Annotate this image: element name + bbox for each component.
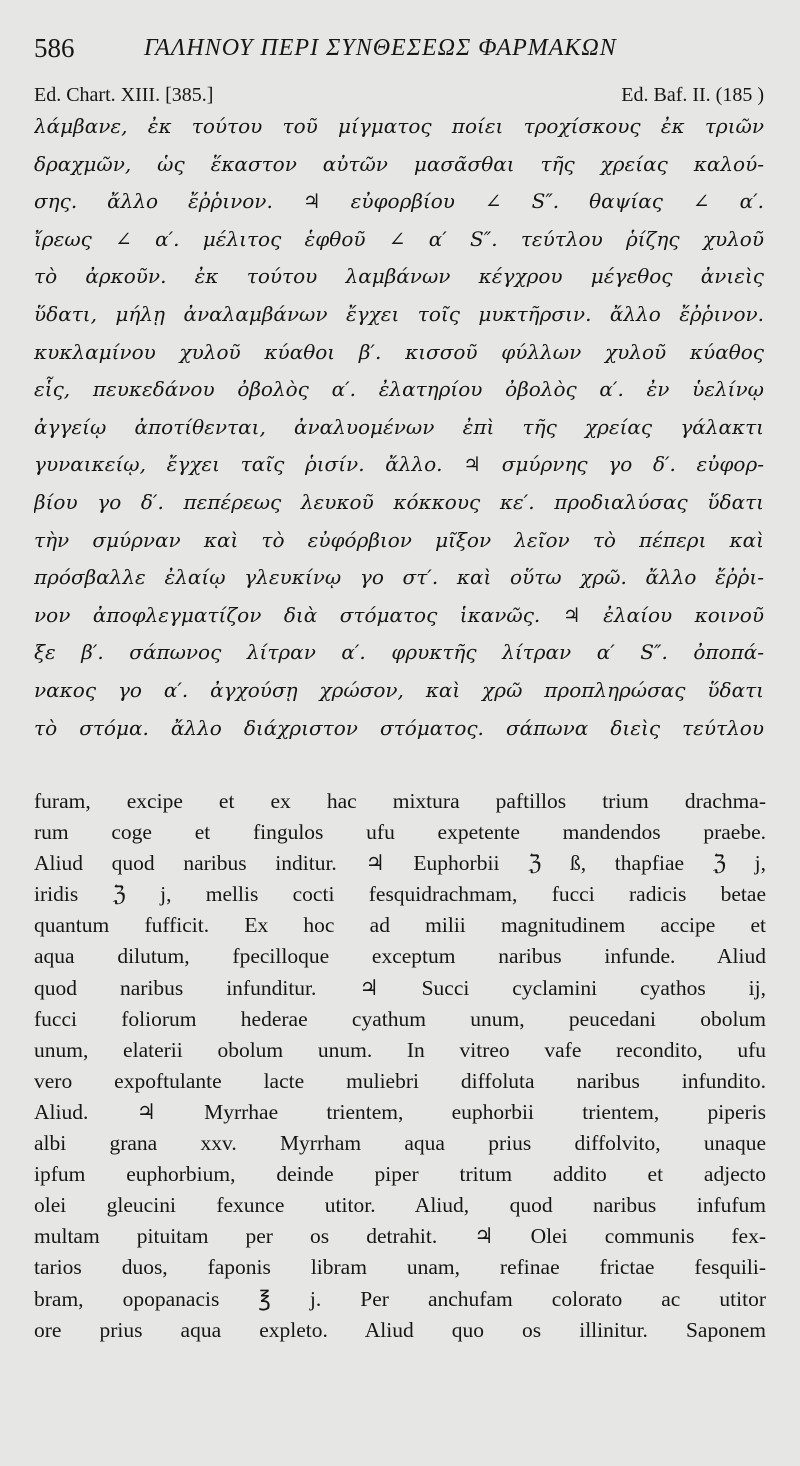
latin-text-block — [34, 786, 766, 1346]
greek-line: σης. ἄλλο ἔῤῥινον. ♃ εὐφορβίου ∠ S″. θαψίας ∠ α′. — [34, 189, 764, 214]
latin-line: rum coge et fingulos ufu expetente mandendos praebe. — [34, 820, 766, 845]
latin-line: vero expoftulante lacte muliebri diffoluta naribus infundito. — [34, 1068, 766, 1093]
greek-line: ἀγγείῳ ἀποτίθενται, ἀναλυομένων ἐπὶ τῆς χρείας γάλακτι — [34, 414, 764, 439]
latin-line: quantum fufficit. Ex hoc ad milii magnitudinem accipe et — [34, 913, 766, 938]
greek-line: δραχμῶν, ὡς ἕκαστον αὐτῶν μασᾶσθαι τῆς χρείας καλού- — [34, 151, 764, 176]
greek-line: λάμβανε, ἐκ τούτου τοῦ μίγματος ποίει τροχίσκους ἐκ τριῶν — [34, 114, 764, 138]
latin-line: aqua dilutum, fpecilloque exceptum naribus infunde. Aliud — [34, 944, 766, 969]
latin-line: furam, excipe et ex hac mixtura paftillos trium drachma- — [34, 789, 766, 813]
greek-line: ἴρεως ∠ α′. μέλιτος ἑφθοῦ ∠ α′ S″. τεύτλου ῥίζης χυλοῦ — [34, 226, 764, 251]
greek-line: βίου γο δ′. πεπέρεως λευκοῦ κόκκους κε′. προδιαλύσας ὕδατι — [34, 489, 764, 514]
running-head — [34, 28, 774, 68]
greek-line: κυκλαμίνου χυλοῦ κύαθοι β′. κισσοῦ φύλλων χυλοῦ κύαθος — [34, 339, 764, 364]
greek-line: τὸ στόμα. ἄλλο διάχριστον στόματος. σάπωνα διεὶς τεύτλου — [34, 715, 764, 740]
greek-line: ὕδατι, μήλῃ ἀναλαμβάνων ἔγχει τοῖς μυκτῆρσιν. ἄλλο ἔῤῥινον. — [34, 301, 764, 326]
latin-line: quod naribus infunditur. ♃ Succi cyclamini cyathos ij, — [34, 975, 766, 1000]
latin-line: multam pituitam per os detrahit. ♃ Olei communis fex- — [34, 1224, 766, 1249]
latin-line: Aliud. ♃ Myrrhae trientem, euphorbii trientem, piperis — [34, 1099, 766, 1124]
edition-basel-reference: Ed. Baf. II. (185 ) — [621, 84, 764, 106]
latin-line: unum, elaterii obolum unum. In vitreo vafe recondito, ufu — [34, 1037, 766, 1062]
greek-line: τὸ ἀρκοῦν. ἐκ τούτου λαμβάνων κέγχρου μέγεθος ἀνιεὶς — [34, 264, 764, 289]
edition-chartier-reference: Ed. Chart. XIII. [385.] — [34, 84, 214, 106]
greek-line: πρόσβαλλε ἐλαίῳ γλευκίνῳ γο στ′. καὶ οὕτω χρῶ. ἄλλο ἔῤῥι- — [34, 565, 764, 590]
latin-line: fucci foliorum hederae cyathum unum, peucedani obolum — [34, 1006, 766, 1031]
latin-line: bram, opopanacis ℥ j. Per anchufam colorato ac utitor — [34, 1286, 766, 1311]
page-number: 586 — [34, 33, 75, 63]
latin-line: olei gleucini fexunce utitor. Aliud, quod naribus infufum — [34, 1193, 766, 1218]
latin-line: albi grana xxv. Myrrham aqua prius diffolvito, unaque — [34, 1131, 766, 1156]
greek-line: ξε β′. σάπωνος λίτραν α′. φρυκτῆς λίτραν α′ S″. ὀποπά- — [34, 640, 764, 665]
latin-line: tarios duos, faponis libram unam, refinae frictae fesquili- — [34, 1255, 766, 1280]
latin-line: Aliud quod naribus inditur. ♃ Euphorbii ℨ ß, thapfiae ℨ j, — [34, 851, 766, 876]
latin-line: ore prius aqua expleto. Aliud quo os illinitur. Saponem — [34, 1317, 766, 1342]
latin-line: ipfum euphorbium, deinde piper tritum addito et adjecto — [34, 1162, 766, 1187]
running-title: ΓΑΛΗΝΟΥ ΠΕΡΙ ΣΥΝΘΕΣΕΩΣ ΦΑΡΜΑΚΩΝ — [144, 35, 617, 61]
greek-line: γυναικείῳ, ἔγχει ταῖς ῥισίν. ἄλλο. ♃ σμύρνης γο δ′. εὐφορ- — [34, 452, 764, 477]
greek-line: νακος γο α′. ἀγχούσῃ χρώσον, καὶ χρῶ προπληρώσας ὕδατι — [34, 677, 764, 702]
edition-reference-line — [34, 80, 764, 110]
greek-line: εἷς, πευκεδάνου ὀβολὸς α′. ἐλατηρίου ὀβολὸς α′. ἐν ὑελίνῳ — [34, 377, 764, 402]
greek-text-block — [34, 108, 764, 747]
greek-line: νον ἀποφλεγματίζον διὰ στόματος ἱκανῶς. ♃ ἐλαίου κοινοῦ — [34, 602, 764, 627]
latin-line: iridis ℨ j, mellis cocti fesquidrachmam, fucci radicis betae — [34, 882, 766, 907]
greek-line: τὴν σμύρναν καὶ τὸ εὐφόρβιον μῖξον λεῖον τὸ πέπερι καὶ — [34, 527, 764, 552]
